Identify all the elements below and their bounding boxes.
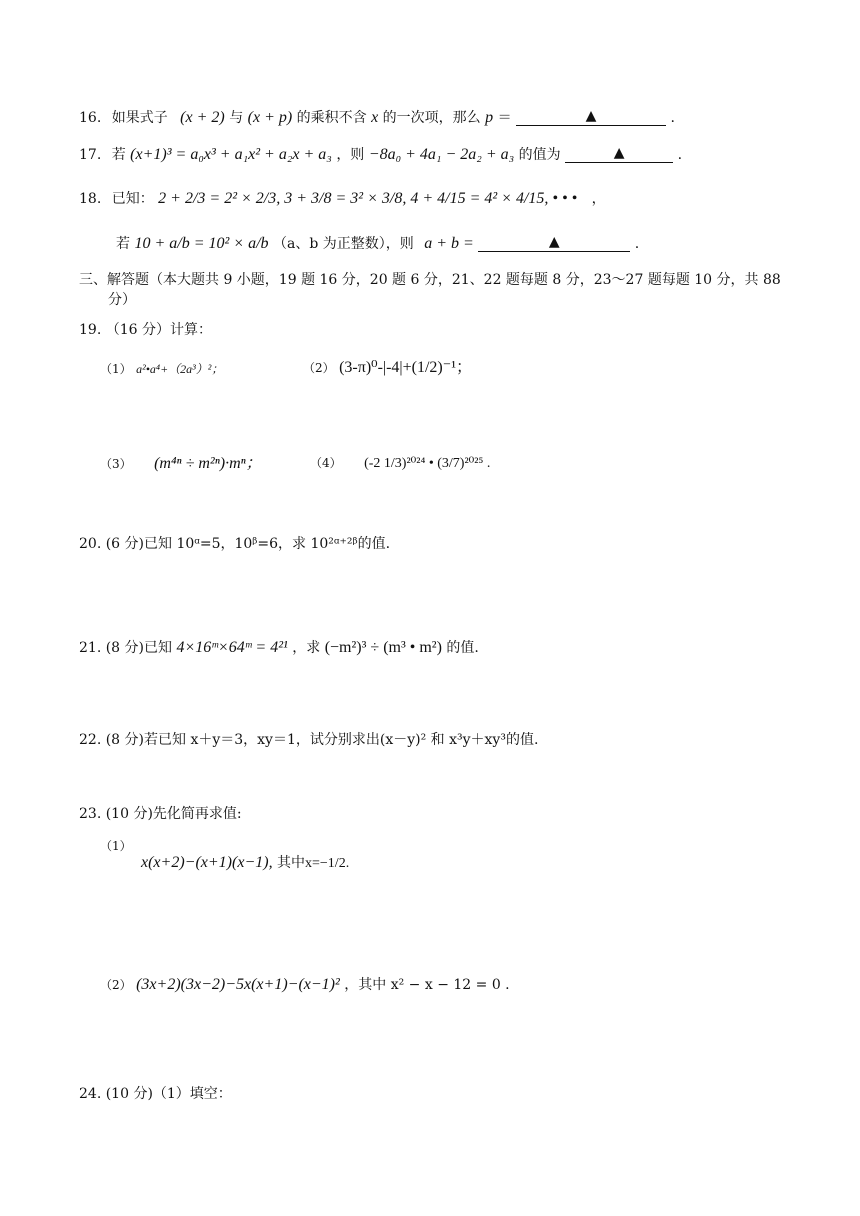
math-expression: 10 + a/b = 10² × a/b <box>134 235 269 252</box>
part-label: （4） <box>310 456 342 470</box>
triangle-marker-icon: ▲ <box>585 108 597 124</box>
section-heading-line-2: 分） <box>108 292 136 308</box>
section-heading-line-1: 三、解答题（本大题共 9 小题，19 题 16 分，20 题 6 分，21、22 题每题 8 分，23～27 题每题 10 分，共 88 <box>79 272 781 288</box>
math-expression: a²•a⁴+（2a³）²； <box>136 362 224 376</box>
math-sequence: 2 + 2/3 = 2² × 2/3, 3 + 3/8 = 3² × 3/8, 4 + 4/15 = 4² × 4/15, • • • <box>158 190 578 207</box>
question-heading: 19. （16 分）计算： <box>79 322 212 338</box>
question-23-head <box>79 807 242 821</box>
question-text: 如果式子 <box>111 110 168 126</box>
answer-blank <box>478 234 630 252</box>
math-expression: a + b = <box>424 235 474 252</box>
question-text: ，则 <box>336 147 365 163</box>
question-number: 16. <box>79 110 102 126</box>
question-heading: 23. (10 分)先化简再求值: <box>79 806 242 822</box>
question-number: 17. <box>79 147 102 163</box>
question-number: 18. <box>79 191 102 207</box>
condition-text: 其中x=−1/2. <box>277 856 350 871</box>
math-expression: (3x+2)(3x−2)−5x(x+1)−(x−1)² <box>136 976 340 993</box>
triangle-marker-icon: ▲ <box>613 145 625 161</box>
question-23-part-1-label <box>100 839 132 853</box>
question-text: ，求 <box>292 640 321 656</box>
part-label: （2） <box>100 978 132 992</box>
question-text: 的乘积不含 <box>296 110 367 126</box>
question-24-head <box>79 1087 232 1101</box>
period: . <box>634 236 640 252</box>
question-16 <box>79 110 675 126</box>
question-19-part-1 <box>100 362 223 376</box>
part-label: （3） <box>100 457 132 471</box>
question-19-part-2 <box>303 360 472 376</box>
question-text: 的一次项，那么 <box>382 110 481 126</box>
math-expression: (x + p) <box>247 109 293 126</box>
variable: x <box>371 109 379 126</box>
math-expression: 4×16ᵐ×64ᵐ = 4²¹ <box>176 639 288 656</box>
part-label: （1） <box>100 362 132 376</box>
question-text: 的值. <box>446 640 479 656</box>
question-21 <box>79 640 479 656</box>
period: . <box>670 110 675 126</box>
triangle-marker-icon: ▲ <box>548 234 560 250</box>
question-text: 的值为 <box>518 147 561 163</box>
math-expression: −8a₀ + 4a₁ − 2a₂ + a₃ <box>368 146 515 163</box>
question-18 <box>79 191 606 207</box>
question-heading: 24. (10 分)（1）填空： <box>79 1086 232 1102</box>
answer-blank <box>516 108 666 126</box>
question-text: 与 <box>229 110 244 126</box>
question-text: 21. (8 分)已知 <box>79 640 172 656</box>
question-17 <box>79 147 682 163</box>
question-19-part-3 <box>100 456 262 472</box>
math-expression: (x+1)³ = a₀x³ + a₁x² + a₂x + a₃ <box>130 146 332 163</box>
question-18-line-2 <box>116 236 639 252</box>
equals-sign: ＝ <box>497 110 512 126</box>
math-expression: x(x+2)−(x+1)(x−1), <box>141 854 273 871</box>
question-20 <box>79 537 390 551</box>
question-text: 若 <box>111 147 126 163</box>
question-19-part-4 <box>310 456 490 471</box>
section-heading-cont <box>108 293 136 307</box>
answer-blank <box>565 145 673 163</box>
math-expression: (m⁴ⁿ ÷ m²ⁿ)·mⁿ； <box>154 455 262 472</box>
math-expression: (−m²)³ ÷ (m³ • m²) <box>324 639 442 656</box>
question-text: 已知： <box>111 191 154 207</box>
question-23-part-2 <box>100 977 510 993</box>
part-label: （2） <box>303 361 335 375</box>
condition-text: ，其中 x² − x − 12 = 0 . <box>344 977 510 993</box>
period: . <box>677 147 683 163</box>
math-expression: (-2 1/3)²⁰²⁴ • (3/7)²⁰²⁵ . <box>364 456 491 471</box>
variable: p <box>485 109 494 126</box>
comma: ， <box>591 191 606 207</box>
question-text: 若 <box>116 236 130 252</box>
question-19-head <box>79 323 212 337</box>
part-label: （1） <box>100 839 132 853</box>
question-23-part-1 <box>141 855 349 871</box>
math-expression: (3-π)⁰-|-4|+(1/2)⁻¹； <box>339 359 473 376</box>
question-text: （a、b 为正整数），则 <box>272 236 414 252</box>
question-text: 22. (8 分)若已知 x＋y＝3，xy＝1，试分别求出(x－y)² 和 x³y＋xy³的值. <box>79 732 539 748</box>
section-heading <box>79 273 781 287</box>
question-22 <box>79 733 538 747</box>
question-text: 20. (6 分)已知 10ᵅ=5，10ᵝ=6，求 10²ᵅ⁺²ᵝ的值. <box>79 536 391 552</box>
math-expression: (x + 2) <box>180 109 225 126</box>
